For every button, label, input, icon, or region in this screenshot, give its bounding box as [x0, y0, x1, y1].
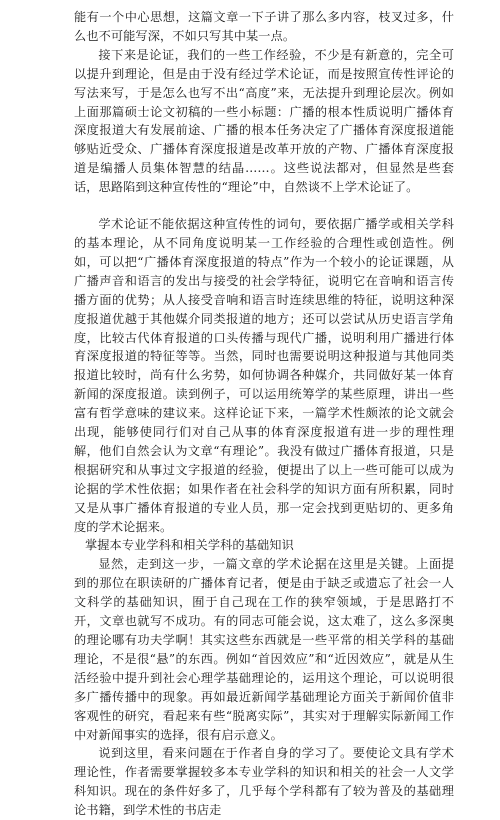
paragraph-basic-knowledge: 显然，走到这一步，一篇文章的学术论据在这里是关键。上面提到的那位在职读研的广播体育记者，便是由于缺乏或遗忘了社会一人文科学的基础知识，囿于自己现在工作的狭窄领域，于是思路打不开，文章也就写不成功。有的同志可能会说，这太难了，这么多深奥的理论哪有功夫学啊！其实这些东西就是一些平常的相关学科的基础理论，不是很“悬”的东西。例如“首因效应”和“近因效应”，就是从生活经验中提升到社会心理学基础理论的，运用这个理论，可以说明很多广播传播中的现象。再如最近新闻学基础理论方面关于新闻价值非客观性的研究，看起来有些“脱离实际”，其实对于理解实际新闻工作中对新闻事实的选择，很有启示意义。	[74, 557, 454, 742]
section-heading: 掌握本专业学科和相关学科的基础知识	[84, 538, 294, 553]
paragraph-self-study: 说到这里，看来问题在于作者自身的学习了。要使论文具有学术理论性，作者需要掌握较多本专业学科的知识和相关的社会一人文学科知识。现在的条件好多了，几乎每个学科都有了较为普及的基础理论书籍，到学术性的书店走	[74, 746, 454, 818]
paragraph-gap	[74, 197, 454, 215]
paragraph-argumentation: 接下来是论证，我们的一些工作经验，不少是有新意的，完全可以提升到理论，但是由于没有经过学术论证，而是按照宣传性评论的写法来写，于是怎么也写不出“高度”来，无法提升到理论层次。例如上面那篇硕士论文初稿的一些小标题：广播的根本性质说明广播体育深度报道大有发展前途、广播的根本任务决定了广播体育深度报道能够贴近受众、广播体育深度报道是改革开放的产物、广播体育深度报道是编播人员集体智慧的结晶……。这些说法都对，但显然是些套话，思路陷到这种宣传性的“理论”中，自然谈不上学术论证了。	[74, 47, 454, 195]
paragraph-academic-argument: 学术论证不能依据这种宣传性的词句，要依据广播学或相关学科的基本理论，从不同角度说明某一工作经验的合理性或创造性。例如，可以把“广播体育深度报道的特点”作为一个较小的论证课题，从广播声音和语言的发出与接受的社会学特征，说明它在音响和语言传播方面的优势；从人接受音响和语言时连续思维的特征，说明这种深度报道优越于其他媒介同类报道的地方；还可以尝试从历史语言学角度，比较古代体育报道的口头传播与现代广播，说明利用广播进行体育深度报道的特征等等。当然，同时也需要说明这种报道与其他同类报道比较时，尚有什么劣势，如何协调各种媒介，共同做好某一体育新闻的深度报道。读到例子，可以运用统筹学的某些原理，讲出一些富有哲学意味的建议来。这样论证下来，一篇学术性颇浓的论文就会出现，能够使同行们对自己从事的体育深度报道有进一步的理性理解，他们自然会认为文章“有理论”。我没有做过广播体育报道，只是根据研究和从事过文字报道的经验，便提出了以上一些可能可以成为论据的学术性依据；如果作者在社会科学的知识方面有所积累，同时又是从事广播体育报道的专业人员，那一定会找到更贴切的、更多角度的学术论据来。	[74, 217, 454, 534]
paragraph-intro-continuation: 能有一个中心思想，这篇文章一下子讲了那么多内容，枝叉过多，什么也不可能写深，不如只写其中某一点。	[74, 10, 454, 43]
